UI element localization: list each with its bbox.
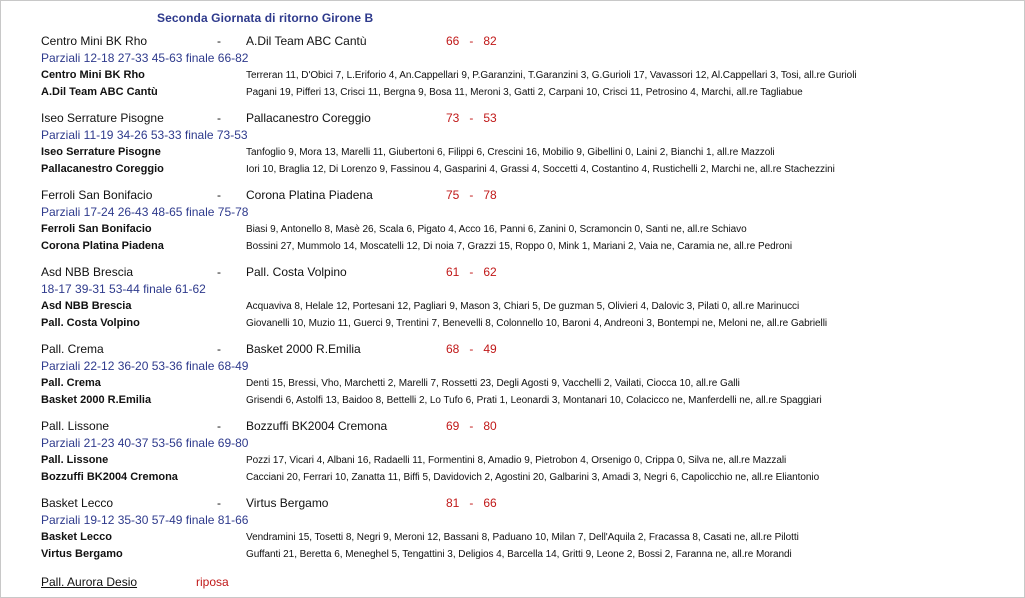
away-team: Bozzuffi BK2004 Cremona — [246, 419, 388, 433]
partial-scores: Parziali 12-18 27-33 45-63 finale 66-82 — [41, 51, 249, 65]
away-roster-row — [41, 392, 1021, 409]
away-roster-players: Iori 10, Braglia 12, Di Lorenzo 9, Fassinou 4, Gasparini 4, Grassi 4, Soccetti 4, Costantino 4, Rustichelli 2, Marchi ne, all.re Stachezzini — [246, 164, 835, 175]
home-roster-row — [41, 67, 1021, 84]
away-roster-row — [41, 315, 1021, 332]
game-header — [41, 110, 1021, 127]
game-header — [41, 495, 1021, 512]
away-roster-players: Pagani 19, Pifferi 13, Crisci 11, Bergna 9, Bosa 11, Meroni 3, Gatti 2, Carpani 10, Crisci 11, Petrosino 4, Marchi, all.re Tagliabue — [246, 87, 803, 98]
home-roster-players: Pozzi 17, Vicari 4, Albani 16, Radaelli 11, Formentini 8, Amadio 9, Pietrobon 4, Orsenigo 0, Crippa 0, Silva ne, all.re Mazzali — [246, 455, 787, 466]
home-roster-players: Tanfoglio 9, Mora 13, Marelli 11, Giubertoni 6, Filippi 6, Crescini 16, Mobilio 9, Gibellini 0, Laini 2, Bianchi 1, all.re Mazzoli — [246, 147, 775, 158]
partial-scores: Parziali 21-23 40-37 53-56 finale 69-80 — [41, 436, 249, 450]
vs-separator: - — [217, 188, 221, 202]
home-roster-team: Basket Lecco — [41, 531, 112, 543]
partial-scores: 18-17 39-31 53-44 finale 61-62 — [41, 282, 206, 296]
home-roster-row — [41, 298, 1021, 315]
away-roster-row — [41, 84, 1021, 101]
away-roster-team: Bozzuffi BK2004 Cremona — [41, 471, 178, 483]
rest-team: Pall. Aurora Desio — [41, 575, 138, 589]
away-roster-players: Giovanelli 10, Muzio 11, Guerci 9, Trentini 7, Benevelli 8, Colonnello 10, Baroni 4, Andreoni 3, Bontempi ne, Meloni ne, all.re Gabrielli — [246, 318, 828, 329]
page-title: Seconda Giornata di ritorno Girone B — [157, 11, 374, 25]
home-roster-row — [41, 144, 1021, 161]
game-block — [41, 418, 1021, 495]
home-roster-team: Ferroli San Bonifacio — [41, 223, 152, 235]
game-block — [41, 264, 1021, 341]
away-roster-team: Virtus Bergamo — [41, 548, 123, 560]
away-roster-row — [41, 546, 1021, 563]
home-team: Asd NBB Brescia — [41, 265, 134, 279]
rest-row — [41, 575, 229, 589]
vs-separator: - — [217, 111, 221, 125]
final-score: 69 - 80 — [446, 419, 497, 433]
partial-scores: Parziali 19-12 35-30 57-49 finale 81-66 — [41, 513, 249, 527]
home-team: Iseo Serrature Pisogne — [41, 111, 164, 125]
away-roster-players: Cacciani 20, Ferrari 10, Zanatta 11, Biffi 5, Davidovich 2, Agostini 20, Galbarini 3, Amadi 3, Negri 6, Capolicchio ne, all.re Eliantonio — [246, 472, 820, 483]
home-team: Ferroli San Bonifacio — [41, 188, 153, 202]
final-score: 75 - 78 — [446, 188, 497, 202]
home-roster-row — [41, 529, 1021, 546]
game-block — [41, 341, 1021, 418]
away-team: Pallacanestro Coreggio — [246, 111, 371, 125]
away-roster-team: Corona Platina Piadena — [41, 240, 164, 252]
away-team: Virtus Bergamo — [246, 496, 329, 510]
vs-separator: - — [217, 496, 221, 510]
game-header — [41, 33, 1021, 50]
home-roster-players: Denti 15, Bressi, Vho, Marchetti 2, Marelli 7, Rossetti 23, Degli Agosti 9, Vacchelli 2, Vailati, Ciocca 10, all.re Galli — [246, 378, 740, 389]
final-score: 66 - 82 — [446, 34, 497, 48]
game-header — [41, 187, 1021, 204]
home-roster-team: Iseo Serrature Pisogne — [41, 146, 161, 158]
away-roster-team: A.Dil Team ABC Cantù — [41, 86, 158, 98]
away-roster-players: Bossini 27, Mummolo 14, Moscatelli 12, Di noia 7, Grazzi 15, Roppo 0, Mink 1, Mariani 2, Vaia ne, Caramia ne, all.re Pedroni — [246, 241, 793, 252]
partial-scores: Parziali 22-12 36-20 53-36 finale 68-49 — [41, 359, 249, 373]
vs-separator: - — [217, 342, 221, 356]
away-roster-row — [41, 469, 1021, 486]
away-roster-players: Grisendi 6, Astolfi 13, Baidoo 8, Bettelli 2, Lo Tufo 6, Prati 1, Leonardi 3, Montanari 10, Colacicco ne, Manferdelli ne, all.re Spaggiari — [246, 395, 822, 406]
home-roster-players: Acquaviva 8, Helale 12, Portesani 12, Pagliari 9, Mason 3, Chiari 5, De guzman 5, Olivieri 4, Dalovic 3, Pilati 0, all.re Marinucci — [246, 301, 800, 312]
home-roster-players: Vendramini 15, Tosetti 8, Negri 9, Meroni 12, Bassani 8, Paduano 10, Milan 7, Dell'Aquila 2, Fracassa 8, Casati ne, all.re Pilotti — [246, 532, 799, 543]
home-roster-players: Biasi 9, Antonello 8, Masè 26, Scala 6, Pigato 4, Acco 16, Panni 6, Zanini 0, Scramoncin 0, Santi ne, all.re Schiavo — [246, 224, 747, 235]
final-score: 61 - 62 — [446, 265, 497, 279]
final-score: 68 - 49 — [446, 342, 497, 356]
game-block — [41, 33, 1021, 110]
home-roster-team: Asd NBB Brescia — [41, 300, 132, 312]
partial-scores: Parziali 11-19 34-26 53-33 finale 73-53 — [41, 128, 248, 142]
home-team: Centro Mini BK Rho — [41, 34, 148, 48]
final-score: 73 - 53 — [446, 111, 497, 125]
home-roster-row — [41, 375, 1021, 392]
vs-separator: - — [217, 419, 221, 433]
away-team: A.Dil Team ABC Cantù — [246, 34, 367, 48]
away-roster-players: Guffanti 21, Beretta 6, Meneghel 5, Tengattini 3, Deligios 4, Barcella 14, Gritti 9, Leone 2, Bossi 2, Faranna ne, all.re Morandi — [246, 549, 792, 560]
game-block — [41, 187, 1021, 264]
games-list — [41, 33, 1021, 572]
final-score: 81 - 66 — [446, 496, 497, 510]
away-team: Corona Platina Piadena — [246, 188, 373, 202]
home-roster-players: Terreran 11, D'Obici 7, L.Eriforio 4, An.Cappellari 9, P.Garanzini, T.Garanzini 3, G.Gurioli 17, Vavassori 12, Al.Cappellari 3, Tosi, all.re Gurioli — [246, 70, 857, 81]
home-team: Pall. Lissone — [41, 419, 110, 433]
away-roster-row — [41, 161, 1021, 178]
game-block — [41, 495, 1021, 572]
home-roster-team: Pall. Lissone — [41, 454, 109, 466]
game-header — [41, 264, 1021, 281]
game-block — [41, 110, 1021, 187]
home-roster-team: Pall. Crema — [41, 377, 101, 389]
away-roster-team: Pall. Costa Volpino — [41, 317, 140, 329]
game-header — [41, 341, 1021, 358]
vs-separator: - — [217, 34, 221, 48]
home-roster-row — [41, 452, 1021, 469]
vs-separator: - — [217, 265, 221, 279]
home-team: Pall. Crema — [41, 342, 104, 356]
home-roster-team: Centro Mini BK Rho — [41, 69, 145, 81]
rest-label: riposa — [196, 575, 229, 589]
away-roster-team: Basket 2000 R.Emilia — [41, 394, 152, 406]
away-team: Basket 2000 R.Emilia — [246, 342, 361, 356]
away-team: Pall. Costa Volpino — [246, 265, 347, 279]
home-team: Basket Lecco — [41, 496, 114, 510]
partial-scores: Parziali 17-24 26-43 48-65 finale 75-78 — [41, 205, 249, 219]
home-roster-row — [41, 221, 1021, 238]
away-roster-team: Pallacanestro Coreggio — [41, 163, 164, 175]
away-roster-row — [41, 238, 1021, 255]
game-header — [41, 418, 1021, 435]
